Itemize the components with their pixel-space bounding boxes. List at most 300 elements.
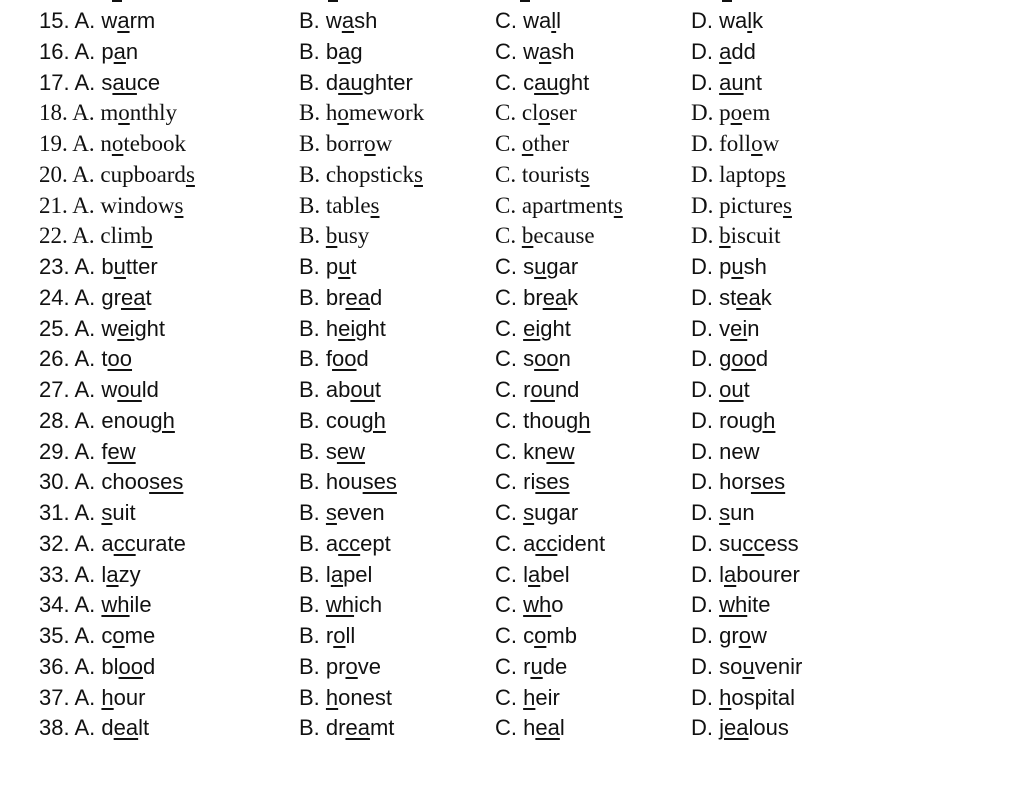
option-c	[495, 68, 589, 98]
question-number: 20.	[39, 161, 68, 187]
word-end: ospital	[731, 684, 795, 710]
underlined-sound: s	[174, 192, 184, 218]
word-start: r	[325, 623, 334, 648]
word-end: l	[559, 715, 565, 741]
word-end: d	[755, 346, 769, 372]
underlined-sound: cc	[113, 530, 136, 556]
word-end: un	[730, 500, 755, 525]
option-c	[495, 529, 605, 559]
word-end: even	[336, 500, 385, 525]
word-end: ite	[747, 592, 771, 618]
word-end: o	[551, 592, 564, 618]
option-letter: A.	[72, 100, 95, 126]
option-letter: C.	[495, 561, 517, 587]
option-c	[495, 6, 561, 36]
word-end: w	[750, 623, 767, 648]
option-d	[691, 529, 799, 559]
word-end: n	[125, 38, 139, 64]
question-row	[0, 252, 1024, 282]
option-letter: A.	[74, 8, 96, 33]
option-letter: C.	[495, 530, 517, 556]
underlined-sound: wh	[101, 592, 130, 618]
option-letter: C.	[495, 407, 517, 433]
option-letter: A.	[74, 653, 96, 679]
option-c	[495, 252, 578, 282]
word-start: c	[523, 69, 535, 95]
option-letter: A.	[74, 592, 96, 618]
option-d	[691, 191, 792, 221]
underlined-sound: s	[782, 192, 792, 218]
option-letter: C.	[495, 715, 517, 741]
underlined-sound: h	[719, 684, 732, 710]
option-letter: D.	[691, 561, 713, 587]
word-end: ght	[558, 69, 590, 95]
underlined-sound: au	[112, 69, 137, 95]
question-number: 24.	[39, 284, 70, 310]
underlined-sound: ea	[345, 284, 370, 310]
option-b	[299, 498, 385, 528]
option-b	[299, 560, 372, 590]
word-start: s	[101, 69, 113, 95]
option-b	[299, 68, 413, 98]
word-start: f	[101, 438, 108, 464]
question-number: 16.	[39, 38, 70, 64]
word-start: l	[101, 561, 107, 587]
underlined-sound: oo	[534, 346, 559, 372]
word-start: p	[719, 254, 732, 279]
option-letter: B.	[299, 284, 320, 310]
option-letter: B.	[299, 38, 320, 64]
word-end: urate	[135, 530, 186, 556]
option-letter: B.	[299, 530, 320, 556]
option-a	[39, 713, 149, 743]
word-end: tebook	[123, 131, 186, 156]
underlined-sound: a	[341, 8, 355, 33]
word-start: c	[101, 623, 113, 648]
option-letter: D.	[691, 8, 713, 33]
word-end: d	[369, 284, 383, 310]
word-end: gar	[546, 254, 579, 279]
underlined-sound: ei	[730, 315, 748, 341]
option-letter: A.	[74, 715, 96, 741]
option-letter: A.	[74, 561, 96, 587]
word-end: sh	[551, 38, 575, 64]
option-c	[495, 560, 570, 590]
word-start: f	[325, 346, 333, 372]
word-start: borr	[325, 131, 365, 156]
option-a	[39, 344, 132, 374]
option-a	[39, 375, 159, 405]
underlined-sound: u	[338, 254, 351, 279]
option-letter: A.	[74, 38, 96, 64]
underlined-sound: ei	[338, 315, 356, 341]
underlined-sound: l	[747, 8, 753, 33]
underlined-sound: s	[101, 500, 113, 525]
underlined-sound: ea	[120, 284, 146, 310]
option-letter: B.	[299, 131, 321, 156]
option-letter: D.	[691, 254, 713, 279]
word-end: nt	[743, 69, 762, 95]
word-end: k	[567, 284, 579, 310]
underlined-sound: ew	[107, 438, 136, 464]
option-c	[495, 283, 578, 313]
question-number: 31.	[39, 500, 70, 525]
option-letter: D.	[691, 346, 713, 372]
option-a	[39, 467, 183, 497]
underlined-sound: cc	[535, 530, 558, 556]
question-number: 30.	[39, 469, 70, 495]
word-end: ght	[540, 315, 571, 341]
option-letter: C.	[495, 284, 517, 310]
underlined-sound: o	[118, 100, 130, 126]
option-b	[299, 252, 357, 282]
question-row	[0, 683, 1024, 713]
option-letter: A.	[74, 407, 96, 433]
underlined-sound: ses	[750, 469, 786, 495]
option-letter: A.	[72, 223, 95, 249]
question-row	[0, 160, 1024, 190]
word-end: our	[113, 684, 146, 710]
word-end: pel	[343, 561, 373, 587]
word-end: ser	[549, 100, 577, 126]
option-letter: A.	[74, 530, 96, 556]
question-number: 29.	[39, 438, 70, 464]
option-c	[495, 713, 565, 743]
question-number: 18.	[39, 100, 68, 126]
word-end: t	[374, 377, 382, 402]
word-end: ugar	[534, 500, 579, 525]
option-letter: D.	[691, 653, 713, 679]
option-d	[691, 6, 763, 36]
option-d	[691, 314, 760, 344]
underlined-sound: o	[345, 653, 358, 679]
option-letter: D.	[691, 223, 714, 249]
word-start: hou	[325, 469, 363, 495]
option-b	[299, 529, 391, 559]
word-end: w	[375, 131, 393, 156]
word-end: ecause	[533, 223, 595, 249]
word-end: ght	[355, 315, 386, 341]
word-end: ve	[357, 653, 381, 679]
underlined-sound: wh	[719, 592, 748, 618]
option-letter: A.	[74, 438, 96, 464]
option-letter: B.	[299, 8, 320, 33]
word-start: wa	[523, 8, 552, 33]
option-c	[495, 498, 578, 528]
word-start: enou	[101, 407, 151, 433]
option-a	[39, 6, 155, 36]
option-b	[299, 713, 394, 743]
question-number: 19.	[39, 131, 68, 156]
option-letter: D.	[691, 438, 713, 464]
word-start: d	[101, 715, 114, 741]
underlined-sound: ei	[117, 315, 135, 341]
option-letter: C.	[495, 377, 517, 402]
underlined-sound: oo	[107, 346, 133, 372]
option-c	[495, 652, 567, 682]
cropped-previous-line	[0, 0, 1024, 4]
option-letter: C.	[495, 684, 517, 710]
option-c	[495, 621, 577, 651]
word-start: h	[325, 100, 338, 126]
question-number: 15.	[39, 8, 70, 33]
option-letter: B.	[299, 192, 321, 218]
option-c	[495, 437, 575, 467]
word-start: br	[325, 284, 346, 310]
word-start: st	[719, 284, 737, 310]
underlined-sound: a	[106, 561, 119, 587]
question-row	[0, 191, 1024, 221]
word-start: apartment	[521, 192, 614, 218]
option-d	[691, 98, 770, 128]
question-number: 38.	[39, 715, 70, 741]
word-start: w	[101, 315, 118, 341]
word-end: usy	[337, 223, 370, 249]
underlined-sound: s	[325, 500, 337, 525]
option-letter: C.	[495, 161, 517, 187]
option-b	[299, 437, 365, 467]
question-row	[0, 621, 1024, 651]
underlined-sound: ea	[535, 715, 560, 741]
question-number: 36.	[39, 653, 70, 679]
option-letter: C.	[495, 254, 517, 279]
option-a	[39, 98, 177, 128]
word-end: nd	[554, 377, 580, 402]
underlined-sound: b	[521, 223, 534, 249]
word-start: dr	[325, 715, 346, 741]
underlined-sound: ses	[149, 469, 184, 495]
question-number: 25.	[39, 315, 70, 341]
option-b	[299, 683, 392, 713]
option-letter: B.	[299, 500, 320, 525]
underlined-sound: s	[370, 192, 380, 218]
word-start: v	[719, 315, 731, 341]
word-end: rm	[129, 8, 156, 33]
word-end: t	[743, 377, 750, 402]
word-start: p	[325, 254, 339, 279]
word-start: h	[325, 315, 339, 341]
option-letter: B.	[299, 407, 320, 433]
word-end: ept	[360, 530, 391, 556]
word-end: sh	[354, 8, 378, 33]
option-letter: B.	[299, 623, 320, 648]
underlined-sound: wh	[325, 592, 355, 618]
question-row	[0, 437, 1024, 467]
question-number: 21.	[39, 192, 68, 218]
option-b	[299, 467, 397, 497]
word-start: window	[100, 192, 175, 218]
word-start: d	[325, 69, 339, 95]
option-letter: A.	[74, 69, 96, 95]
underlined-sound: s	[776, 161, 786, 187]
option-a	[39, 191, 183, 221]
word-end: iscuit	[730, 223, 781, 249]
option-letter: C.	[495, 346, 517, 372]
word-end: d	[356, 346, 369, 372]
underlined-sound: ses	[362, 469, 397, 495]
option-letter: B.	[299, 438, 320, 464]
underlined-sound: ou	[530, 377, 555, 402]
underlined-sound: h	[101, 684, 114, 710]
option-a	[39, 437, 136, 467]
option-d	[691, 621, 767, 651]
word-start: l	[523, 561, 529, 587]
word-start: ri	[523, 469, 536, 495]
option-b	[299, 98, 424, 128]
option-letter: B.	[299, 592, 320, 618]
word-end: l	[556, 8, 562, 33]
option-letter: A.	[74, 284, 96, 310]
underlined-sound: ew	[546, 438, 575, 464]
option-c	[495, 375, 579, 405]
option-letter: A.	[74, 684, 96, 710]
underlined-sound: ou	[117, 377, 142, 402]
underlined-sound: au	[534, 69, 559, 95]
option-c	[495, 406, 590, 436]
option-letter: C.	[495, 500, 517, 525]
word-end: k	[760, 284, 772, 310]
word-end: lous	[748, 715, 789, 741]
word-end: ess	[764, 530, 799, 556]
word-end: n	[747, 315, 760, 341]
question-row	[0, 314, 1024, 344]
question-row	[0, 590, 1024, 620]
underlined-sound: o	[538, 100, 550, 126]
option-letter: C.	[495, 38, 517, 64]
word-start: cupboard	[100, 161, 186, 187]
question-number: 28.	[39, 407, 70, 433]
underlined-sound: u	[113, 254, 126, 279]
option-letter: D.	[691, 684, 713, 710]
word-end: g	[350, 38, 363, 64]
word-end: sh	[743, 254, 767, 279]
option-letter: B.	[299, 223, 321, 249]
question-number: 32.	[39, 530, 70, 556]
option-b	[299, 6, 377, 36]
option-d	[691, 406, 775, 436]
option-letter: A.	[74, 469, 96, 495]
option-c	[495, 129, 569, 159]
word-start: r	[523, 377, 531, 402]
option-b	[299, 621, 355, 651]
option-a	[39, 160, 195, 190]
word-start: su	[719, 530, 743, 556]
word-start: c	[523, 623, 535, 648]
option-letter: B.	[299, 653, 320, 679]
underlined-sound: a	[528, 561, 541, 587]
option-a	[39, 529, 186, 559]
option-c	[495, 467, 570, 497]
option-letter: B.	[299, 377, 320, 402]
word-start: tourist	[521, 161, 581, 187]
option-letter: B.	[299, 684, 320, 710]
underlined-sound: o	[111, 131, 124, 156]
option-a	[39, 221, 153, 251]
word-start: s	[325, 438, 337, 464]
question-row	[0, 283, 1024, 313]
word-start: wa	[719, 8, 748, 33]
option-d	[691, 68, 762, 98]
underlined-sound: a	[330, 561, 344, 587]
word-end: venir	[754, 653, 803, 679]
word-start: clim	[100, 223, 142, 249]
option-c	[495, 314, 571, 344]
option-d	[691, 375, 750, 405]
underlined-sound: h	[325, 684, 339, 710]
underlined-sound: au	[719, 69, 744, 95]
word-start: a	[325, 530, 339, 556]
word-end: d	[143, 653, 156, 679]
question-number: 27.	[39, 377, 70, 402]
option-letter: C.	[495, 223, 517, 249]
underlined-sound: gh	[750, 407, 776, 433]
option-b	[299, 375, 381, 405]
underlined-sound: ea	[345, 715, 370, 741]
word-start: cl	[521, 100, 539, 126]
option-letter: B.	[299, 100, 321, 126]
option-letter: C.	[495, 100, 517, 126]
underlined-sound: ou	[350, 377, 375, 402]
option-c	[495, 344, 571, 374]
option-letter: B.	[299, 346, 320, 372]
underlined-sound: s	[613, 192, 623, 218]
question-row	[0, 406, 1024, 436]
underlined-sound: ea	[542, 284, 568, 310]
word-start: l	[325, 561, 331, 587]
word-end: k	[752, 8, 764, 33]
word-end: t	[350, 254, 357, 279]
option-a	[39, 129, 186, 159]
word-start: gr	[101, 284, 121, 310]
word-end: eir	[535, 684, 560, 710]
option-letter: D.	[691, 592, 713, 618]
option-letter: C.	[495, 623, 517, 648]
underlined-sound: b	[719, 223, 731, 249]
underlined-sound: s	[580, 161, 590, 187]
word-end: zy	[118, 561, 141, 587]
underlined-sound: ou	[719, 377, 744, 402]
word-start: choo	[101, 469, 150, 495]
question-row	[0, 560, 1024, 590]
word-start: l	[719, 561, 725, 587]
question-row	[0, 68, 1024, 98]
option-d	[691, 283, 772, 313]
option-letter: D.	[691, 161, 714, 187]
word-start: bl	[101, 653, 119, 679]
word-start: b	[325, 38, 339, 64]
word-end: me	[124, 623, 156, 648]
option-c	[495, 590, 564, 620]
word-start: br	[523, 284, 543, 310]
word-start: w	[523, 38, 540, 64]
option-letter: A.	[74, 623, 96, 648]
underlined-sound: o	[337, 100, 349, 126]
option-a	[39, 283, 152, 313]
option-letter: D.	[691, 623, 713, 648]
underlined-sound: u	[530, 653, 543, 679]
question-row	[0, 652, 1024, 682]
option-letter: A.	[74, 315, 96, 341]
underlined-sound: oo	[731, 346, 756, 372]
underlined-sound: s	[523, 500, 535, 525]
option-d	[691, 252, 767, 282]
option-b	[299, 406, 386, 436]
word-start: cou	[325, 407, 362, 433]
question-number: 22.	[39, 223, 68, 249]
word-end: bourer	[736, 561, 800, 587]
underlined-sound: s	[719, 500, 731, 525]
option-b	[299, 37, 363, 67]
